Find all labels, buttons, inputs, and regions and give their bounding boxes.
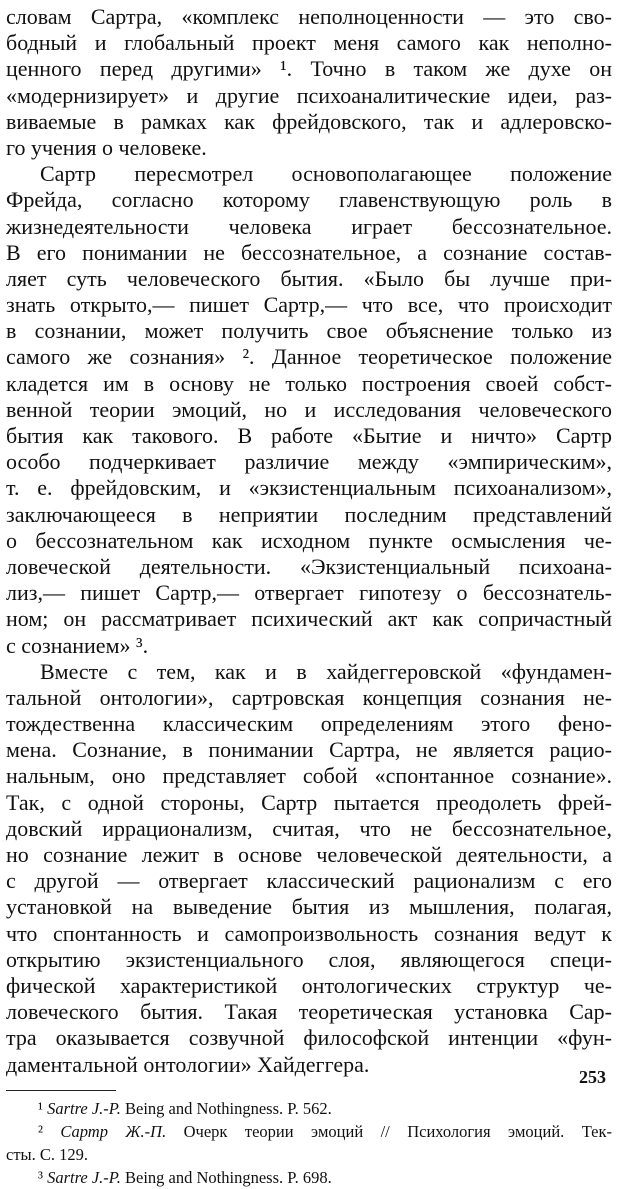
text-line: с другой — отвергает классический рационализм с его	[6, 868, 612, 894]
text-line: довский иррационализм, считая, что не бессознательное,	[6, 815, 612, 841]
footnote-2-line-1	[6, 1120, 612, 1143]
footnote-mark: ³	[38, 1167, 43, 1187]
text-line: тра оказывается созвучной философской интенции «фун-	[6, 1025, 612, 1051]
text-line: открытию экзистенциального слоя, являющегося специ-	[6, 946, 612, 972]
text-line: фической характеристикой онтологических структур че-	[6, 972, 612, 998]
text-line: кладется им в основу не только построения своей собст-	[6, 370, 612, 396]
text-line: жизнедеятельности человека играет бессознательное.	[6, 213, 612, 239]
text-line: мена. Сознание, в понимании Сартра, не является рацио-	[6, 737, 612, 763]
footnote-1	[6, 1097, 612, 1120]
text-line: лиз,— пишет Сартр,— отвергает гипотезу о бессознатель-	[6, 580, 612, 606]
text-line: Вместе с тем, как и в хайдеггеровской «фундамен-	[40, 658, 612, 684]
text-line: ловеческого бытия. Такая теоретическая установка Сар-	[6, 999, 612, 1025]
footnote-author: Sartre J.-P.	[47, 1098, 121, 1118]
text-line: Фрейда, согласно которому главенствующую роль в	[6, 187, 612, 213]
text-line: с сознанием» ³.	[6, 632, 149, 658]
text-line: «модернизирует» и другие психоаналитические идеи, раз-	[6, 82, 612, 108]
body-text	[6, 4, 612, 1078]
footnote-divider	[6, 1090, 116, 1091]
footnote-text: Очерк теории эмоций // Психология эмоций. Тек-	[166, 1121, 612, 1141]
footnote-author: Sartre J.-P.	[47, 1167, 121, 1187]
text-line: го учения о человеке.	[6, 134, 207, 160]
text-line: В его понимании не бессознательное, а сознание состав-	[6, 239, 612, 265]
text-line: ловеческой деятельности. «Экзистенциальный психоана-	[6, 553, 612, 579]
text-line: ляет суть человеческого бытия. «Было бы лучше при-	[6, 265, 612, 291]
text-line: заключающееся в неприятии последним представлений	[6, 501, 612, 527]
text-line: о бессознательном как исходном пункте осмысления че-	[6, 527, 612, 553]
text-line: нальным, оно представляет собой «спонтанное сознание».	[6, 763, 612, 789]
footnote-mark: ²	[38, 1121, 43, 1141]
text-line: знать открыто,— пишет Сартр,— что все, что происходит	[6, 292, 612, 318]
text-line: даментальной онтологии» Хайдеггера.	[6, 1051, 370, 1077]
footnote-text: Being and Nothingness. P. 698.	[120, 1167, 332, 1187]
footnotes	[6, 1097, 612, 1189]
text-line: венной теории эмоций, но и исследования человеческого	[6, 396, 612, 422]
text-line: особо подчеркивает различие между «эмпирическим»,	[6, 449, 612, 475]
text-line: в сознании, может получить свое объяснение только из	[6, 318, 612, 344]
text-line: ном; он рассматривает психический акт как сопричастный	[6, 606, 612, 632]
text-line: что спонтанность и самопроизвольность сознания ведут к	[6, 920, 612, 946]
text-line: тождественна классическим определениям этого фено-	[6, 711, 612, 737]
text-line: бодный и глобальный проект меня самого как неполно-	[6, 30, 612, 56]
text-line: бытия как такового. В работе «Бытие и ничто» Сартр	[6, 423, 612, 448]
footnote-author: Сартр Ж.-П.	[60, 1121, 167, 1141]
text-line: тальной онтологии», сартровская концепция сознания не-	[6, 684, 612, 710]
text-line: Сартр пересмотрел основополагающее положение	[40, 161, 612, 187]
text-line: виваемые в рамках как фрейдовского, так и адлеровско-	[6, 108, 612, 134]
page-number: 253	[579, 1067, 606, 1087]
text-line: Так, с одной стороны, Сартр пытается преодолеть фрей-	[6, 789, 612, 815]
text-line: ценного перед другими» ¹. Точно в таком же духе он	[6, 56, 612, 82]
text-line: самого же сознания» ². Данное теоретическое положение	[6, 344, 612, 370]
text-line: но сознание лежит в основе человеческой деятельности, а	[6, 842, 612, 867]
footnote-text: Being and Nothingness. P. 562.	[120, 1098, 332, 1118]
text-line: словам Сартра, «комплекс неполноценности — это сво-	[6, 4, 612, 29]
text-line: установкой на выведение бытия из мышления, полагая,	[6, 894, 612, 920]
text-line: т. е. фрейдовским, и «экзистенциальным психоанализом»,	[6, 475, 612, 501]
footnote-2-line-2: сты. С. 129.	[6, 1144, 89, 1164]
footnote-mark: ¹	[38, 1098, 43, 1118]
footnote-3	[6, 1166, 612, 1189]
